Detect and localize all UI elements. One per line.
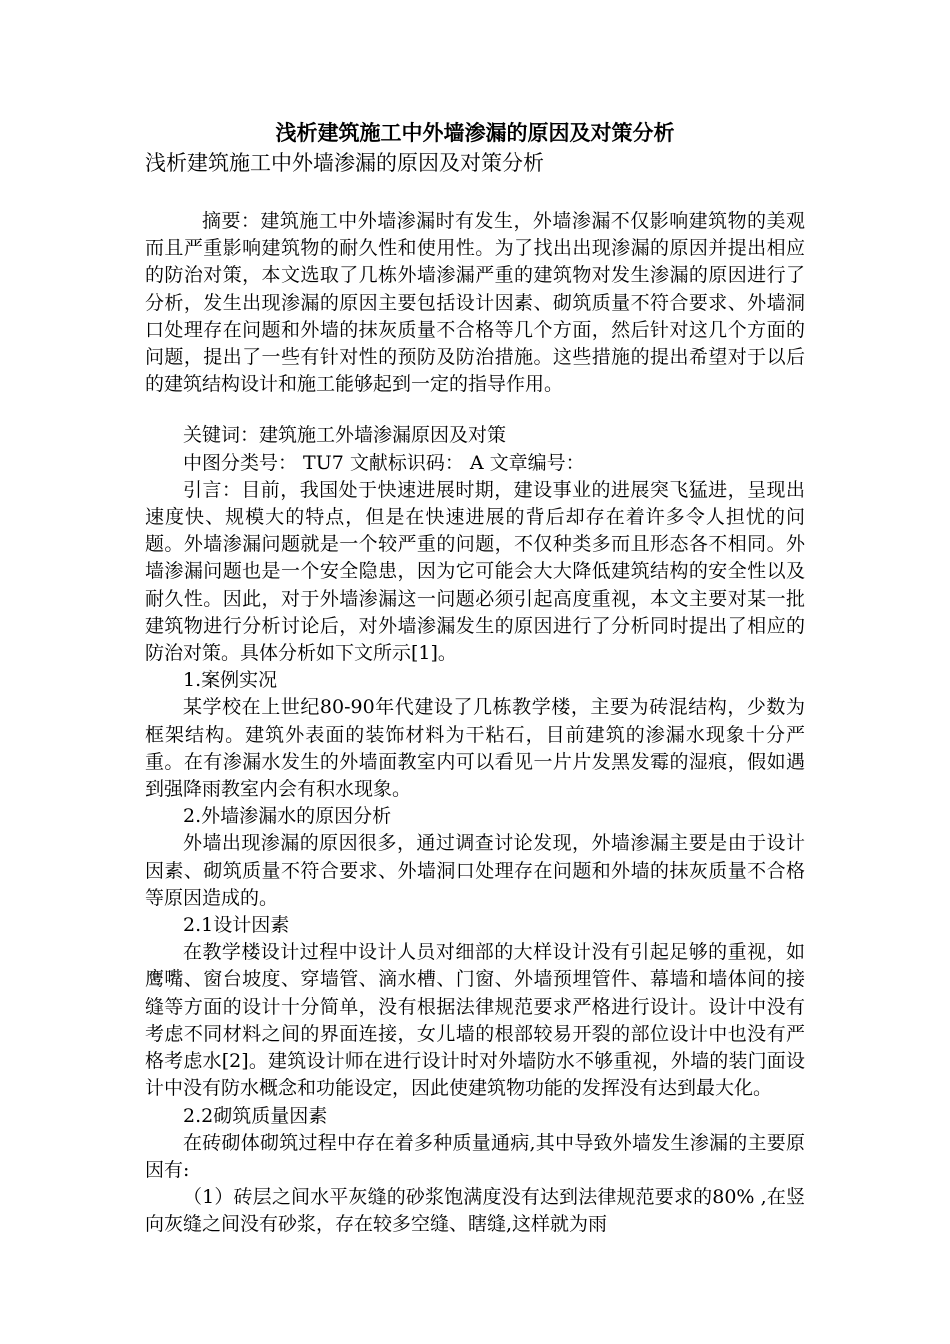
- list-item-1: （1）砖层之间水平灰缝的砂浆饱满度没有达到法律规范要求的80% ,在竖向灰缝之间没有砂浆，存在较多空缝、瞎缝,这样就为雨: [145, 1186, 805, 1236]
- section-2-2-heading: 2.2砌筑质量因素: [183, 1104, 328, 1127]
- section-2-2-paragraph: 在砖砌体砌筑过程中存在着多种质量通病,其中导致外墙发生渗漏的主要原因有:: [145, 1131, 805, 1181]
- section-1-paragraph: 某学校在上世纪80-90年代建设了几栋教学楼，主要为砖混结构，少数为框架结构。建筑外表面的装饰材料为干粘石，目前建筑的渗漏水现象十分严重。在有渗漏水发生的外墙面教室内可以看见一片片发黑发霉的湿痕，假如遇到强降雨教室内会有积水现象。: [145, 696, 805, 801]
- classification-line: 中图分类号： TU7 文献标识码： A 文章编号：: [183, 451, 585, 474]
- document-title: 浅析建筑施工中外墙渗漏的原因及对策分析: [275, 120, 675, 145]
- section-2-paragraph: 外墙出现渗漏的原因很多，通过调查讨论发现，外墙渗漏主要是由于设计因素、砌筑质量不符合要求、外墙洞口处理存在问题和外墙的抹灰质量不合格等原因造成的。: [145, 832, 805, 909]
- paragraph-spacer: [145, 398, 805, 422]
- section-2-1-heading: 2.1设计因素: [183, 914, 290, 937]
- document-subtitle: 浅析建筑施工中外墙渗漏的原因及对策分析: [145, 151, 544, 175]
- section-2-1-paragraph: 在教学楼设计过程中设计人员对细部的大样设计没有引起足够的重视，如鹰嘴、窗台坡度、穿墙管、滴水槽、门窗、外墙预埋管件、幕墙和墙体间的接缝等方面的设计十分简单，没有根据法律规范要求严格进行设计。设计中没有考虑不同材料之间的界面连接，女儿墙的根部较易开裂的部位设计中也没有严格考虑水[2]。建筑设计师在进行设计时对外墙防水不够重视，外墙的装门面设计中没有防水概念和功能设定，因此使建筑物功能的发挥没有达到最大化。: [145, 941, 805, 1100]
- keywords-line: 关键词：建筑施工外墙渗漏原因及对策: [183, 424, 507, 447]
- section-2-heading: 2.外墙渗漏水的原因分析: [183, 805, 392, 828]
- section-1-heading: 1.案例实况: [183, 669, 278, 692]
- intro-paragraph: 引言：目前，我国处于快速进展时期，建设事业的进展突飞猛进，呈现出速度快、规模大的特点，但是在快速进展的背后却存在着许多令人担忧的问题。外墙渗漏问题就是一个较严重的问题，不仅种类多而且形态各不相同。外墙渗漏问题也是一个安全隐患，因为它可能会大大降低建筑结构的安全性以及耐久性。因此，对于外墙渗漏这一问题必须引起高度重视，本文主要对某一批建筑物进行分析讨论后，对外墙渗漏发生的原因进行了分析同时提出了相应的防治对策。具体分析如下文所示[1]。: [145, 478, 805, 665]
- document-page: [145, 118, 805, 1239]
- abstract-paragraph: 摘要：建筑施工中外墙渗漏时有发生，外墙渗漏不仅影响建筑物的美观而且严重影响建筑物的耐久性和使用性。为了找出出现渗漏的原因并提出相应的防治对策，本文选取了几栋外墙渗漏严重的建筑物对发生渗漏的原因进行了分析，发生出现渗漏的原因主要包括设计因素、砌筑质量不符合要求、外墙洞口处理存在问题和外墙的抹灰质量不合格等几个方面，然后针对这几个方面的问题，提出了一些有针对性的预防及防治措施。这些措施的提出希望对于以后的建筑结构设计和施工能够起到一定的指导作用。: [145, 210, 805, 396]
